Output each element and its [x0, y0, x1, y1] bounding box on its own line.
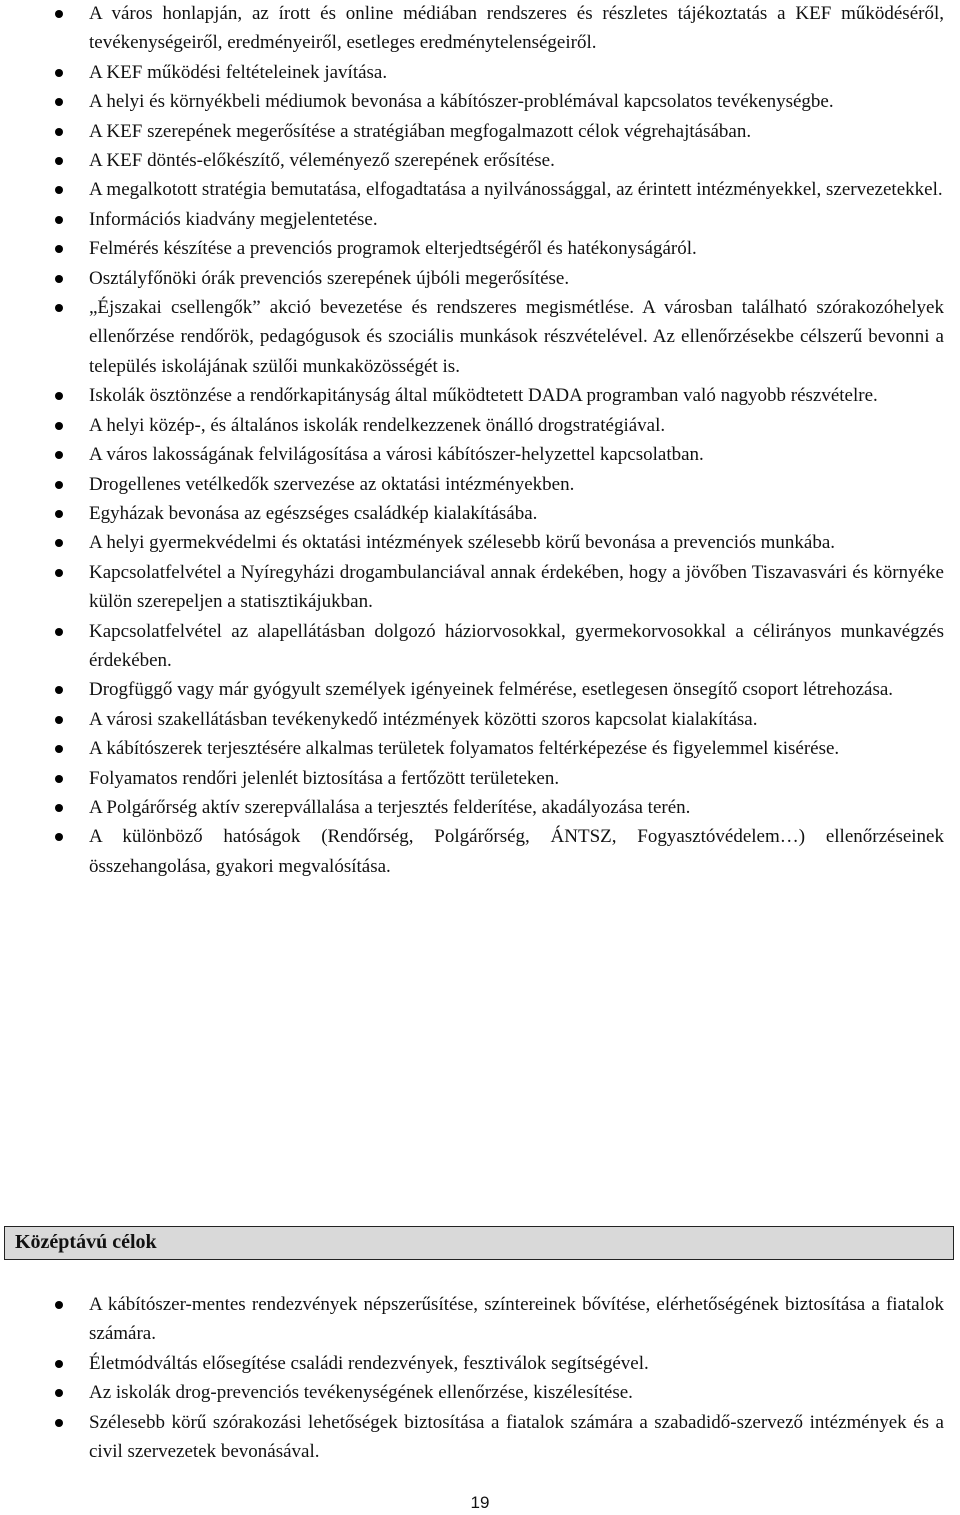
list-item: Szélesebb körű szórakozási lehetőségek biztosítása a fiatalok számára a szabadidő-szervező intézmények és a civil szervezetek bevonásával.	[89, 1408, 944, 1467]
list-item: A Polgárőrség aktív szerepvállalása a terjesztés felderítése, akadályozása terén.	[89, 793, 944, 822]
list-item: A város honlapján, az írott és online médiában rendszeres és részletes tájékoztatás a KEF működéséről, tevékenységeiről, eredményeiről, esetleges eredménytelenségeiről.	[89, 0, 944, 58]
list-item: Osztályfőnöki órák prevenciós szerepének újbóli megerősítése.	[89, 264, 944, 293]
list-item: A KEF szerepének megerősítése a stratégiában megfogalmazott célok végrehajtásában.	[89, 117, 944, 146]
section-heading: Középtávú célok	[4, 1226, 954, 1260]
list-item: A kábítószer-mentes rendezvények népszerűsítése, színtereinek bővítése, elérhetőségének biztosítása a fiatalok számára.	[89, 1290, 944, 1349]
list-item: Folyamatos rendőri jelenlét biztosítása a fertőzött területeken.	[89, 764, 944, 793]
list-item: Életmódváltás elősegítése családi rendezvények, fesztiválok segítségével.	[89, 1349, 944, 1378]
list-item: A helyi és környékbeli médiumok bevonása a kábítószer-problémával kapcsolatos tevékenységbe.	[89, 87, 944, 116]
list-item: Drogfüggő vagy már gyógyult személyek igényeinek felmérése, esetlegesen önsegítő csoport létrehozása.	[89, 675, 944, 704]
list-item: A város lakosságának felvilágosítása a városi kábítószer-helyzettel kapcsolatban.	[89, 440, 944, 469]
goals-list-short-term	[89, 0, 944, 881]
list-item: „Éjszakai csellengők” akció bevezetése és rendszeres megismétlése. A városban található szórakozóhelyek ellenőrzése rendőrök, pedagógusok és szociális munkások részvételével. Az ellenőrzésekbe célszerű bevonni a település iskolájának szülői munkaközösségét is.	[89, 293, 944, 381]
list-item: Iskolák ösztönzése a rendőrkapitányság által működtetett DADA programban való nagyobb részvételre.	[89, 381, 944, 410]
list-item: A KEF döntés-előkészítő, véleményező szerepének erősítése.	[89, 146, 944, 175]
list-item: Kapcsolatfelvétel a Nyíregyházi drogambulanciával annak érdekében, hogy a jövőben Tiszavasvári és környéke külön szerepeljen a statisztikájukban.	[89, 558, 944, 617]
goals-list-medium-term	[89, 1290, 944, 1466]
list-item: A különböző hatóságok (Rendőrség, Polgárőrség, ÁNTSZ, Fogyasztóvédelem…) ellenőrzéseinek összehangolása, gyakori megvalósítása.	[89, 822, 944, 881]
list-item: A megalkotott stratégia bemutatása, elfogadtatása a nyilvánossággal, az érintett intézményekkel, szervezetekkel.	[89, 175, 944, 204]
list-item: A KEF működési feltételeinek javítása.	[89, 58, 944, 87]
list-item: A városi szakellátásban tevékenykedő intézmények közötti szoros kapcsolat kialakítása.	[89, 705, 944, 734]
list-item: Információs kiadvány megjelentetése.	[89, 205, 944, 234]
list-item: Drogellenes vetélkedők szervezése az oktatási intézményekben.	[89, 470, 944, 499]
page-number: 19	[470, 1493, 490, 1512]
list-item: A helyi gyermekvédelmi és oktatási intézmények szélesebb körű bevonása a prevenciós munkába.	[89, 528, 944, 557]
list-item: A kábítószerek terjesztésére alkalmas területek folyamatos feltérképezése és figyelemmel kisérése.	[89, 734, 944, 763]
list-item: Felmérés készítése a prevenciós programok elterjedtségéről és hatékonyságáról.	[89, 234, 944, 263]
list-item: A helyi közép-, és általános iskolák rendelkezzenek önálló drogstratégiával.	[89, 411, 944, 440]
list-item: Kapcsolatfelvétel az alapellátásban dolgozó háziorvosokkal, gyermekorvosokkal a célirányos munkavégzés érdekében.	[89, 617, 944, 676]
list-item: Egyházak bevonása az egészséges családkép kialakításába.	[89, 499, 944, 528]
list-item: Az iskolák drog-prevenciós tevékenységének ellenőrzése, kiszélesítése.	[89, 1378, 944, 1407]
